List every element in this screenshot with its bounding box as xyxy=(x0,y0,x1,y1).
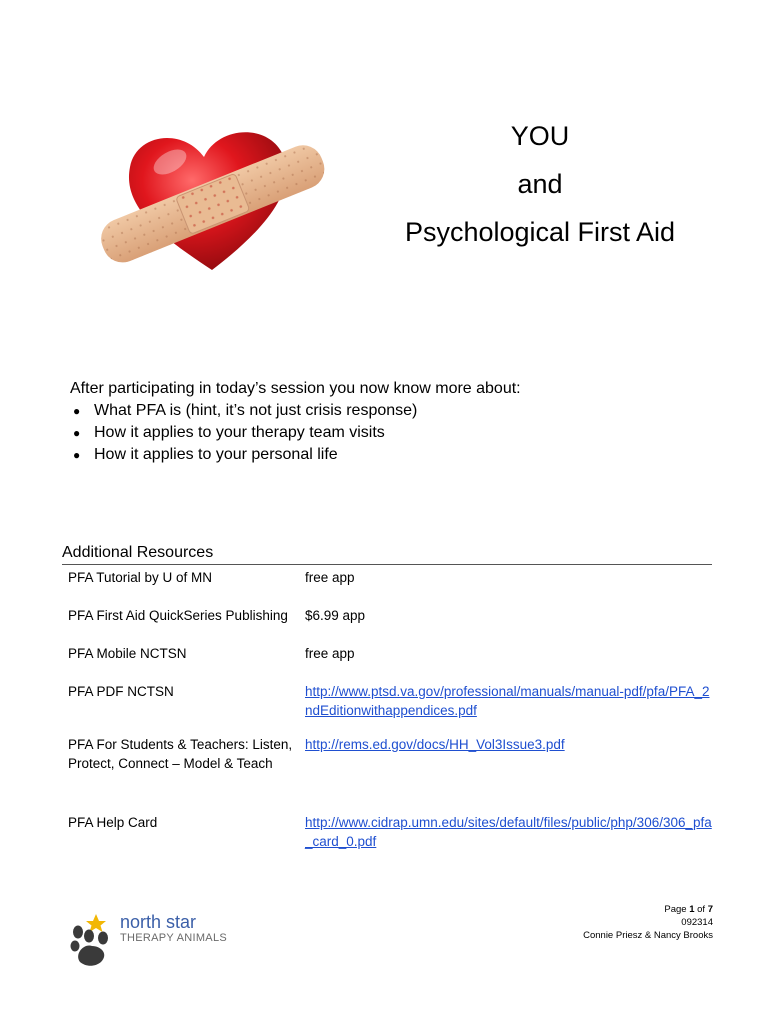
learning-outcomes xyxy=(70,378,710,466)
resource-value: $6.99 app xyxy=(305,608,366,623)
resource-link[interactable]: http://rems.ed.gov/docs/HH_Vol3Issue3.pdf xyxy=(305,737,565,752)
document-code: 092314 xyxy=(681,917,713,928)
document-authors: Connie Priesz & Nancy Brooks xyxy=(583,930,713,941)
bullet-icon: ● xyxy=(73,448,81,462)
resource-name: PFA PDF NCTSN xyxy=(68,684,174,699)
resources-heading: Additional Resources xyxy=(62,543,712,565)
page-number: Page 1 of 7 xyxy=(664,904,713,915)
list-item: ● How it applies to your therapy team visits xyxy=(70,422,710,444)
document-title xyxy=(390,112,690,256)
resources-section xyxy=(62,543,712,850)
table-row xyxy=(62,682,712,735)
bullet-icon: ● xyxy=(73,404,81,418)
logo-brand: north star xyxy=(120,912,197,932)
table-row xyxy=(62,644,712,682)
resource-name: PFA Mobile NCTSN xyxy=(68,646,187,661)
outcomes-list xyxy=(70,400,710,466)
resource-name: PFA Help Card xyxy=(68,815,158,830)
table-row xyxy=(62,568,712,606)
table-row xyxy=(62,735,712,813)
bullet-icon: ● xyxy=(73,426,81,440)
table-row xyxy=(62,813,712,853)
list-item: ● How it applies to your personal life xyxy=(70,444,710,466)
heart-bandage-illustration xyxy=(92,112,332,282)
table-row xyxy=(62,606,712,644)
resource-value: free app xyxy=(305,646,355,661)
resource-link[interactable]: http://www.cidrap.umn.edu/sites/default/files/public/php/306/306_pfa_card_0.pdf xyxy=(305,815,712,849)
resource-value: free app xyxy=(305,570,355,585)
north-star-logo xyxy=(68,910,238,970)
outcomes-lead: After participating in today’s session you now know more about: xyxy=(70,380,521,397)
resource-name: PFA First Aid QuickSeries Publishing xyxy=(68,608,288,623)
resource-link[interactable]: http://www.ptsd.va.gov/professional/manuals/manual-pdf/pfa/PFA_2ndEditionwithappendices.pdf xyxy=(305,684,710,718)
resource-name: PFA For Students & Teachers: Listen, Protect, Connect – Model & Teach xyxy=(68,737,293,771)
title-line-2: and xyxy=(517,169,563,199)
resource-name: PFA Tutorial by U of MN xyxy=(68,570,213,585)
logo-tagline: THERAPY ANIMALS xyxy=(120,932,227,944)
paw-star-icon xyxy=(68,910,118,968)
page-footer xyxy=(583,903,713,942)
title-line-1: YOU xyxy=(510,121,570,151)
list-item: ● What PFA is (hint, it’s not just crisis response) xyxy=(70,400,710,422)
title-line-3: Psychological First Aid xyxy=(404,217,676,247)
